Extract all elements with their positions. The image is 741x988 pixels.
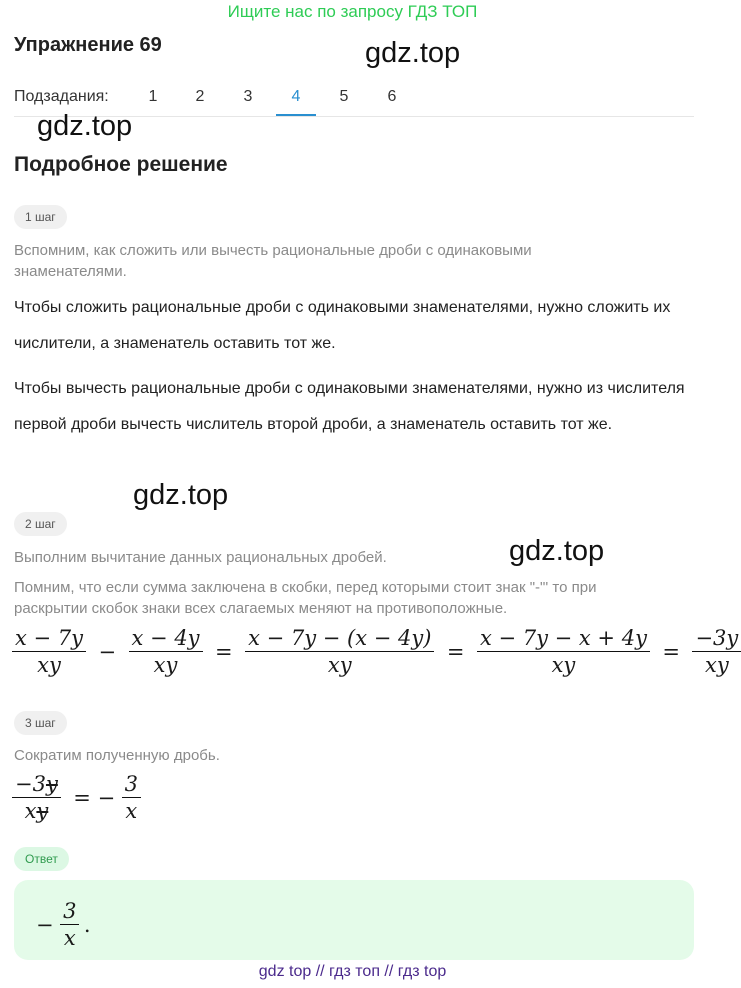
denominator: x bbox=[63, 926, 76, 950]
denominator: xy bbox=[551, 653, 576, 677]
period: . bbox=[83, 912, 91, 937]
minus-sign: − bbox=[36, 912, 54, 937]
step-1-hint: Вспомним, как сложить или вычесть рациональные дроби с одинаковыми знаменателями. bbox=[14, 242, 532, 280]
denominator: xy bbox=[37, 653, 61, 677]
fraction bbox=[12, 625, 86, 678]
denominator: xy bbox=[327, 653, 352, 677]
equals-sign: = bbox=[215, 639, 233, 664]
step-2-equation bbox=[12, 625, 741, 678]
numerator: x − 4y bbox=[129, 625, 203, 652]
watermark: gdz.top bbox=[509, 535, 605, 567]
answer-box bbox=[14, 880, 694, 960]
denominator: xy bbox=[153, 653, 178, 677]
fraction bbox=[692, 625, 741, 678]
equals-sign: = bbox=[446, 639, 465, 664]
fraction bbox=[245, 625, 434, 678]
equals-minus: = − bbox=[73, 785, 116, 810]
fraction bbox=[12, 771, 61, 824]
step-2-chip: 2 шаг bbox=[14, 512, 67, 536]
footer-links[interactable]: gdz top // гдз топ // гдз top bbox=[258, 963, 447, 980]
cancelled-factor: y bbox=[45, 772, 58, 796]
promo-banner[interactable]: Ищите нас по запросу ГДЗ ТОП bbox=[227, 2, 478, 21]
numerator: x − 7y bbox=[12, 625, 86, 652]
numerator: x − 7y − x + 4y bbox=[477, 625, 650, 652]
numerator: 3 bbox=[122, 771, 141, 798]
active-tab-indicator bbox=[276, 114, 316, 116]
fraction bbox=[477, 625, 650, 678]
cancelled-factor: y bbox=[36, 799, 49, 823]
denominator: xy bbox=[705, 653, 729, 677]
step-3-hint: Сократим полученную дробь. bbox=[14, 747, 220, 764]
watermark: gdz.top bbox=[133, 479, 229, 511]
step-1-paragraph-2: Чтобы вычесть рациональные дроби с одинаковыми знаменателями, нужно из числителя первой дроби вычесть числитель второй дроби, а знаменатель оставить тот же. bbox=[14, 380, 685, 433]
fraction bbox=[129, 625, 203, 678]
tab-subtask-4[interactable]: 4 bbox=[291, 88, 301, 105]
fraction bbox=[122, 771, 141, 824]
fraction bbox=[60, 898, 79, 951]
equals-sign: = bbox=[662, 639, 680, 664]
solution-title: Подробное решение bbox=[14, 153, 228, 176]
step-1-chip: 1 шаг bbox=[14, 205, 67, 229]
watermark: gdz.top bbox=[37, 110, 133, 142]
numerator bbox=[12, 771, 61, 798]
numerator: −3y bbox=[692, 625, 741, 652]
exercise-title: Упражнение 69 bbox=[14, 34, 162, 56]
step-2-hint: Выполним вычитание данных рациональных дробей. bbox=[14, 549, 387, 566]
denominator: x bbox=[125, 799, 138, 823]
tab-subtask-1[interactable]: 1 bbox=[148, 88, 158, 105]
numerator-prefix: −3 bbox=[15, 772, 46, 796]
tab-subtask-5[interactable]: 5 bbox=[339, 88, 349, 105]
step-3-equation bbox=[12, 771, 141, 824]
watermark: gdz.top bbox=[365, 37, 461, 69]
denominator-prefix: x bbox=[24, 799, 37, 823]
answer-chip: Ответ bbox=[14, 847, 69, 871]
numerator: x − 7y − (x − 4y) bbox=[245, 625, 434, 652]
step-1-paragraph-1: Чтобы сложить рациональные дроби с одинаковыми знаменателями, нужно сложить их числители, а знаменатель оставить тот же. bbox=[14, 299, 671, 352]
subtasks-label: Подзадания: bbox=[14, 88, 109, 105]
numerator: 3 bbox=[60, 898, 79, 925]
step-3-chip: 3 шаг bbox=[14, 711, 67, 735]
denominator bbox=[12, 798, 61, 824]
tab-subtask-6[interactable]: 6 bbox=[387, 88, 397, 105]
tab-subtask-2[interactable]: 2 bbox=[195, 88, 205, 105]
step-2-hint-2: Помним, что если сумма заключена в скобки, перед которыми стоит знак "-"' то при раскрытии скобок знаки всех слагаемых меняют на противоположные. bbox=[14, 579, 597, 617]
tab-subtask-3[interactable]: 3 bbox=[243, 88, 253, 105]
minus-sign: − bbox=[98, 639, 117, 664]
